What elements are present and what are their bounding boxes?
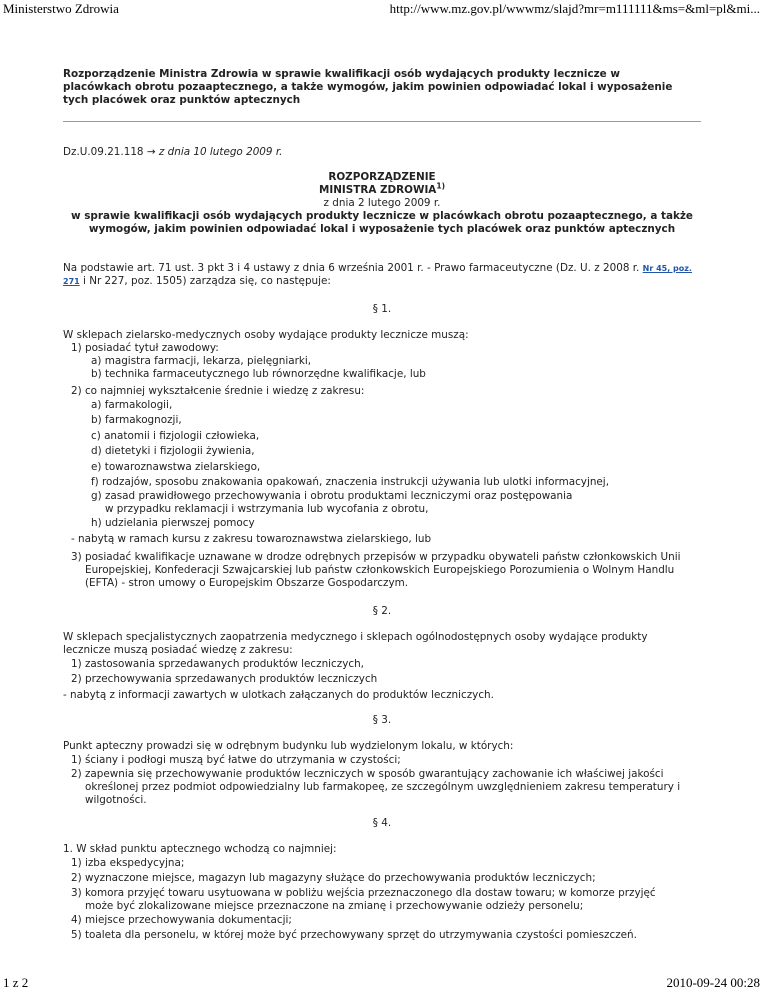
list-item: 5) toaleta dla personelu, w której może być przechowywany sprzęt do utrzymywania czystości pomieszczeń. bbox=[71, 929, 637, 942]
print-footer bbox=[0, 976, 768, 994]
list-item: 2) co najmniej wykształcenie średnie i wiedzę z zakresu: bbox=[71, 385, 365, 397]
preamble-text-before: Na podstawie art. 71 ust. 3 pkt 3 i 4 ustawy z dnia 6 września 2001 r. - Prawo farmaceutyczne (Dz. U. z 2008 r. bbox=[63, 262, 640, 274]
print-timestamp: 2010-09-24 00:28 bbox=[666, 975, 760, 990]
list-item: f) rodzajów, sposobu znakowania opakowań, znaczenia instrukcji używania lub ulotki informacyjnej, bbox=[91, 476, 609, 489]
footnote-marker[interactable]: 1) bbox=[436, 181, 446, 191]
section-1-title: § 1. bbox=[372, 303, 392, 315]
section-2-lead: W sklepach specjalistycznych zaopatrzenia medycznego i sklepach ogólnodostępnych osoby wydające produkty lecznicze muszą posiadać wiedzę z zakresu: bbox=[63, 631, 648, 656]
list-item: 1) izba ekspedycyjna; bbox=[71, 857, 185, 869]
journal-reference bbox=[63, 146, 282, 159]
section-4-title: § 4. bbox=[372, 817, 392, 829]
page-counter: 1 z 2 bbox=[3, 975, 29, 990]
list-item: c) anatomii i fizjologii człowieka, bbox=[91, 429, 260, 442]
title-divider bbox=[63, 121, 701, 122]
journal-ref-code: Dz.U.09.21.118 → bbox=[63, 146, 156, 158]
section-2-title: § 2. bbox=[372, 605, 392, 617]
list-item: g) zasad prawidłowego przechowywania i obrotu produktami leczniczymi oraz postępowania w przypadku reklamacji i wstrzymania lub wycofania z obrotu, bbox=[91, 490, 573, 516]
journal-ref-date: z dnia 10 lutego 2009 r. bbox=[158, 146, 283, 158]
section-1-body bbox=[63, 329, 701, 590]
list-item: d) dietetyki i fizjologii żywienia, bbox=[91, 445, 255, 458]
section-3-body bbox=[63, 740, 701, 807]
list-item: a) magistra farmacji, lekarza, pielęgniarki, bbox=[91, 355, 312, 367]
list-item: - nabytą w ramach kursu z zakresu towaroznawstwa zielarskiego, lub bbox=[71, 532, 432, 545]
list-item: 3) komora przyjęć towaru usytuowana w pobliżu wejścia przeznaczonego dla dostaw towaru; w komorze przyjęć może być zlokalizowane miejsce przeznaczone na zmianę i przechowywanie odzieży personelu; bbox=[71, 886, 656, 912]
regulation-heading-line2: MINISTRA ZDROWIA bbox=[318, 184, 437, 196]
list-item: 2) przechowywania sprzedawanych produktów leczniczych bbox=[71, 673, 378, 686]
list-item: 2) wyznaczone miejsce, magazyn lub magazyny służące do przechowywania produktów leczniczych; bbox=[71, 872, 596, 885]
list-item: b) farmakognozji, bbox=[91, 414, 182, 427]
regulation-subject: w sprawie kwalifikacji osób wydających produkty lecznicze w placówkach obrotu pozaaptecznego, a także wymogów, jakim powinien odpowiadać lokal i wyposażenie tych placówek oraz punktów aptecznych bbox=[71, 210, 693, 235]
regulation-heading-line1: ROZPORZĄDZENIE bbox=[328, 171, 436, 183]
section-4-lead: 1. W skład punktu aptecznego wchodzą co najmniej: bbox=[63, 843, 337, 855]
list-item: 1) ściany i podłogi muszą być łatwe do utrzymania w czystości; bbox=[71, 754, 401, 766]
section-4-body bbox=[63, 843, 701, 944]
document-title: Rozporządzenie Ministra Zdrowia w sprawie kwalifikacji osób wydających produkty lecznicze w placówkach obrotu pozaaptecznego, a także wymogów, jakim powinien odpowiadać lokal i wyposażenie tych placówek oraz punktów aptecznych bbox=[63, 68, 673, 106]
regulation-date: z dnia 2 lutego 2009 r. bbox=[323, 197, 441, 209]
list-item: 1) posiadać tytuł zawodowy: bbox=[71, 342, 219, 354]
list-item: 1) zastosowania sprzedawanych produktów leczniczych, bbox=[71, 658, 364, 670]
journal-link[interactable]: Nr 45, poz. 271 bbox=[63, 264, 692, 286]
list-item: 2) zapewnia się przechowywanie produktów leczniczych w sposób gwarantujący zachowanie ich właściwej jakości określonej przez podmiot odpowiedzialny lub farmakopeę, ze szczególnym uwzględnieniem zakresu temperatury i wilgotności. bbox=[71, 768, 681, 806]
regulation-heading bbox=[63, 171, 701, 197]
preamble-text-after: i Nr 227, poz. 1505) zarządza się, co następuje: bbox=[83, 275, 331, 287]
section-3-title: § 3. bbox=[372, 714, 392, 726]
list-item: h) udzielania pierwszej pomocy bbox=[91, 517, 255, 530]
list-item: 4) miejsce przechowywania dokumentacji; bbox=[71, 913, 292, 926]
print-header-url: http://www.mz.gov.pl/wwwmz/slajd?mr=m111111&ms=&ml=pl&mi... bbox=[389, 1, 760, 16]
preamble bbox=[63, 262, 701, 288]
print-header-site: Ministerstwo Zdrowia bbox=[3, 1, 119, 16]
list-item: - nabytą z informacji zawartych w ulotkach załączanych do produktów leczniczych. bbox=[63, 688, 494, 701]
list-item: 3) posiadać kwalifikacje uznawane w drodze odrębnych przepisów w przypadku obywateli państw członkowskich Unii Europejskiej, Konfederacji Szwajcarskiej lub państw członkowskich Europejskiego Porozumienia o Wolnym Handlu (EFTA) - stron umowy o Europejskim Obszarze Gospodarczym. bbox=[71, 551, 681, 590]
section-3-lead: Punkt apteczny prowadzi się w odrębnym budynku lub wydzielonym lokalu, w których: bbox=[63, 740, 514, 752]
list-item: b) technika farmaceutycznego lub równorzędne kwalifikacje, lub bbox=[91, 368, 426, 380]
section-1-lead: W sklepach zielarsko-medycznych osoby wydające produkty lecznicze muszą: bbox=[63, 329, 469, 341]
list-item: e) towaroznawstwa zielarskiego, bbox=[91, 460, 261, 473]
section-2-body bbox=[63, 631, 701, 703]
print-header bbox=[0, 0, 768, 18]
list-item: a) farmakologii, bbox=[91, 399, 173, 411]
